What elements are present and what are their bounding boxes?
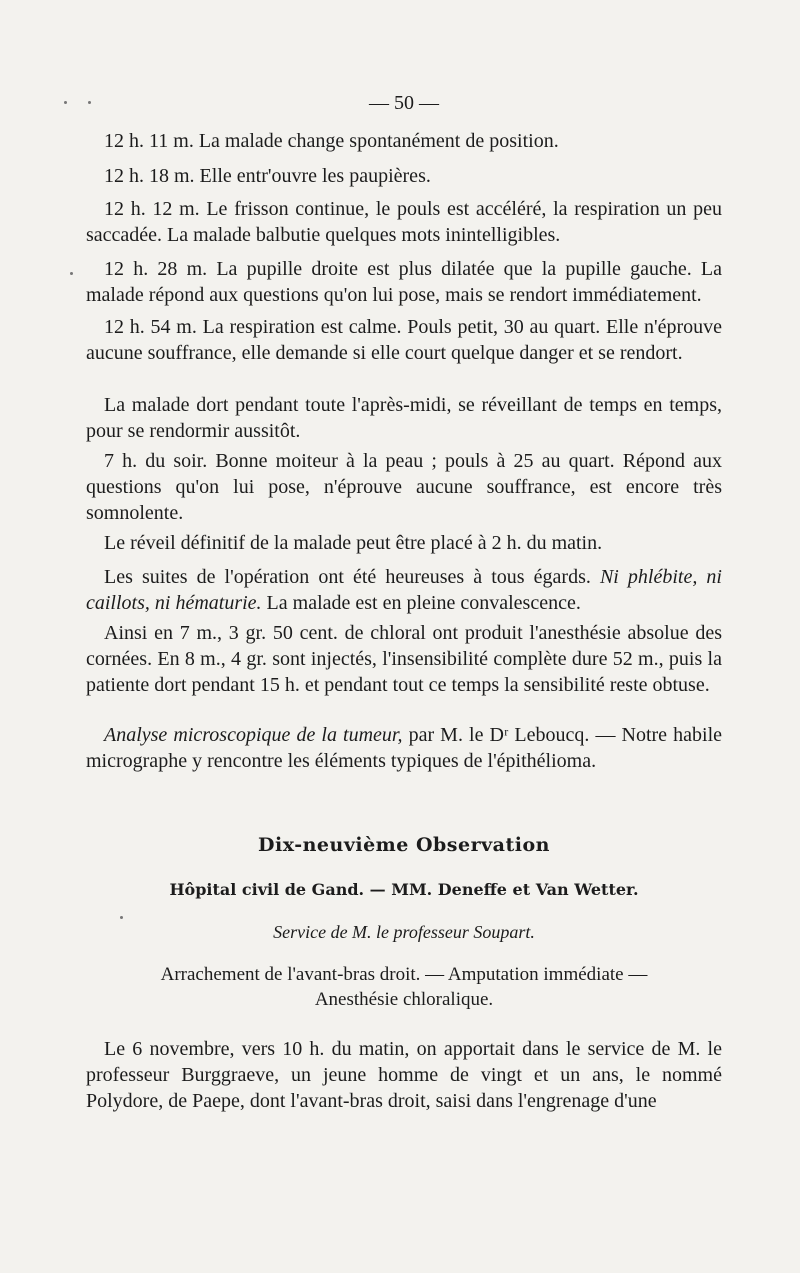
paragraph-analyse bbox=[86, 722, 722, 774]
section-hospital: Hôpital civil de Gand. — MM. Deneffe et Van Wetter. bbox=[169, 880, 639, 899]
analyse-tail: par M. le Dʳ Leboucq. — Notre habile micrographe y rencontre les éléments typiques de l'épithélioma. bbox=[86, 724, 723, 772]
paper-speck bbox=[88, 101, 91, 104]
paragraph-reveil: Le réveil définitif de la malade peut être placé à 2 h. du matin. bbox=[104, 532, 603, 554]
paragraph-12h54: 12 h. 54 m. La respiration est calme. Pouls petit, 30 au quart. Elle n'éprouve aucune souffrance, elle demande si elle court quelque danger et se rendort. bbox=[86, 316, 722, 364]
suites-lead: Les suites de l'opération ont été heureuses à tous égards. bbox=[104, 566, 600, 588]
paper-speck bbox=[64, 101, 67, 104]
section-case-line1: Arrachement de l'avant-bras droit. — Amputation immédiate — bbox=[160, 964, 648, 985]
suites-italic: Ni phlébite, ni caillots, ni hématurie. bbox=[86, 566, 722, 614]
section-service: Service de M. le professeur Soupart. bbox=[273, 922, 535, 942]
paragraph-12h18: 12 h. 18 m. Elle entr'ouvre les paupières. bbox=[104, 165, 431, 187]
paragraph-final: Le 6 novembre, vers 10 h. du matin, on apportait dans le service de M. le professeur Burggraeve, un jeune homme de vingt et un ans, le nommé Polydore, de Paepe, dont l'avant-bras droit, saisi dans l'engrenage d'une bbox=[86, 1038, 722, 1112]
paragraph-12h28: 12 h. 28 m. La pupille droite est plus dilatée que la pupille gauche. La malade répond aux questions qu'on lui pose, mais se rendort immédiatement. bbox=[86, 258, 722, 306]
page-number: — 50 — bbox=[369, 92, 439, 114]
paragraph-12h12: 12 h. 12 m. Le frisson continue, le pouls est accéléré, la respiration un peu saccadée. La malade balbutie quelques mots inintelligibles. bbox=[86, 198, 722, 246]
section-case-line2: Anesthésie chloralique. bbox=[314, 989, 494, 1010]
paper-speck bbox=[120, 916, 123, 919]
suites-tail: La malade est en pleine convalescence. bbox=[261, 592, 581, 614]
analyse-italic: Analyse microscopique de la tumeur, bbox=[104, 724, 403, 746]
paragraph-ainsi: Ainsi en 7 m., 3 gr. 50 cent. de chloral ont produit l'anesthésie absolue des cornées. En 8 m., 4 gr. sont injectés, l'insensibilité complète dure 52 m., puis la patiente dort pendant 15 h. et pendant tout ce temps la sensibilité reste obtuse. bbox=[86, 622, 722, 696]
paragraph-12h11: 12 h. 11 m. La malade change spontanément de position. bbox=[104, 130, 559, 152]
paragraph-suites bbox=[86, 564, 722, 616]
section-title: Dix-neuvième Observation bbox=[258, 834, 550, 856]
paragraph-7h-soir: 7 h. du soir. Bonne moiteur à la peau ; pouls à 25 au quart. Répond aux questions qu'on lui pose, n'éprouve aucune souffrance, est encore très somnolente. bbox=[86, 450, 722, 524]
paper-speck bbox=[70, 272, 73, 275]
paragraph-apres-midi: La malade dort pendant toute l'après-midi, se réveillant de temps en temps, pour se rendormir aussitôt. bbox=[86, 394, 722, 442]
